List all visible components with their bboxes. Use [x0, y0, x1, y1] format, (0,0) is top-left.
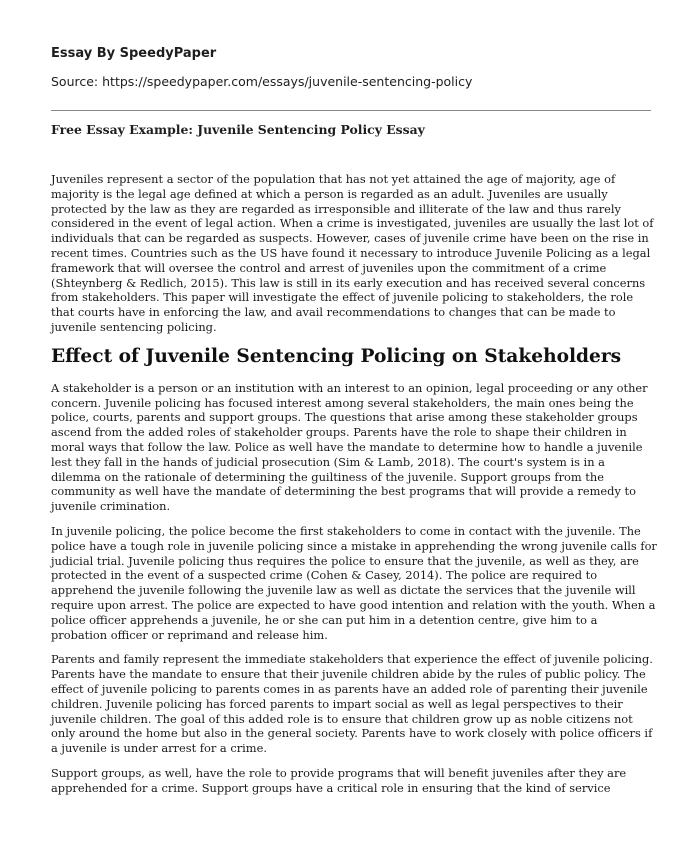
body-paragraph: In juvenile policing, the police become the first stakeholders to come in contact with the juvenile. The police have a tough role in juvenile policing since a mistake in apprehending the wrong juvenile calls for judicial trial. Juvenile policing thus requires the police to ensure that the juvenile, as well as they, are protected in the event of a suspected crime (Cohen & Casey, 2014). The police are required to apprehend the juvenile following the juvenile law as well as dictate the services that the juvenile will require upon arrest. The police are expected to have good intention and relation with the youth. When a police officer apprehends a juvenile, he or she can put him in a detention centre, give him to a probation officer or reprimand and release him.	[51, 523, 657, 642]
source-line: Source: https://speedypaper.com/essays/juvenile-sentencing-policy	[51, 74, 473, 89]
header-divider	[51, 110, 651, 111]
essay-title: Free Essay Example: Juvenile Sentencing Policy Essay	[51, 122, 425, 137]
section-heading: Effect of Juvenile Sentencing Policing on Stakeholders	[51, 345, 622, 367]
body-paragraph: Parents and family represent the immediate stakeholders that experience the effect of juvenile policing. Parents have the mandate to ensure that their juvenile children abide by the rules of public policy. The effect of juvenile policing to parents comes in as parents have an added role of parenting their juvenile children. Juvenile policing has forced parents to impart social as well as legal perspectives to their juvenile children. The goal of this added role is to ensure that children grow up as noble citizens not only around the home but also in the general society. Parents have to work closely with police officers if a juvenile is under arrest for a crime.	[51, 652, 653, 756]
body-paragraph: A stakeholder is a person or an institution with an interest to an opinion, legal proceeding or any other concern. Juvenile policing has focused interest among several stakeholders, the main ones being the police, courts, parents and support groups. The questions that arise among these stakeholder groups ascend from the added roles of stakeholder groups. Parents have the role to shape their children in moral ways that follow the law. Police as well have the mandate to determine how to handle a juvenile lest they fall in the hands of judicial prosecution (Sim & Lamb, 2018). The court's system is in a dilemma on the rationale of determining the guiltiness of the juvenile. Support groups from the community as well have the mandate of determining the best programs that will provide a remedy to juvenile crimination.	[51, 380, 648, 514]
essay-body	[51, 172, 657, 805]
site-title: Essay By SpeedyPaper	[51, 46, 217, 61]
body-paragraph: Support groups, as well, have the role to provide programs that will benefit juveniles after they are apprehended for a crime. Support groups have a critical role in ensuring that the kind of service	[51, 765, 627, 795]
intro-paragraph: Juveniles represent a sector of the population that has not yet attained the age of majority, age of majority is the legal age defined at which a person is regarded as an adult. Juveniles are usually protected by the law as they are regarded as irresponsible and illiterate of the law and thus rarely considered in the event of legal action. When a crime is investigated, juveniles are usually the last lot of individuals that can be regarded as suspects. However, cases of juvenile crime have been on the rise in recent times. Countries such as the US have found it necessary to introduce Juvenile Policing as a legal framework that will oversee the control and arrest of juveniles upon the commitment of a crime (Shteynberg & Redlich, 2015). This law is still in its early execution and has received several concerns from stakeholders. This paper will investigate the effect of juvenile policing to stakeholders, the role that courts have in enforcing the law, and avail recommendations to changes that can be made to juvenile sentencing policing.	[51, 172, 654, 334]
